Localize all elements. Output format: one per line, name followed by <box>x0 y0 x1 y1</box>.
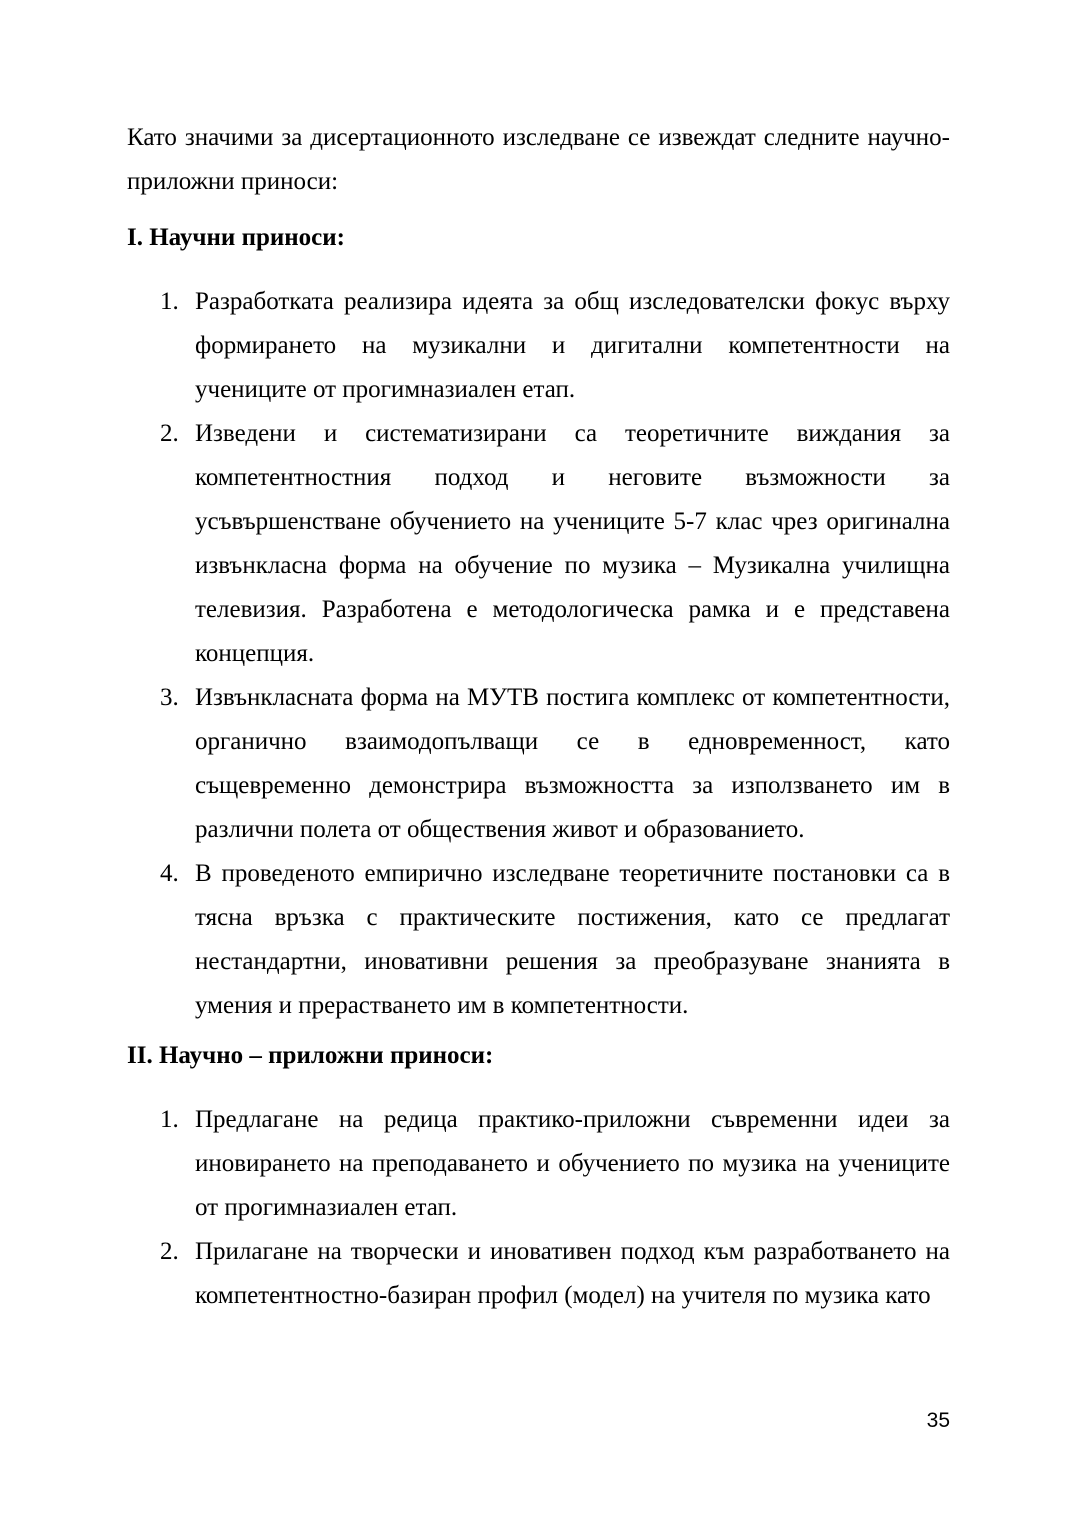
page-number: 35 <box>926 1409 950 1432</box>
numbered-list-scientific <box>127 280 950 1028</box>
list-item-text: Разработката реализира идеята за общ изследователски фокус върху формирането на музикални и дигитални компетентности на учениците от прогимназиален етап. <box>195 288 950 403</box>
intro-paragraph: Като значими за дисертационното изследване се извеждат следните научно-приложни приноси: <box>127 124 950 195</box>
list-item-number: 1. <box>160 1106 179 1133</box>
list-item <box>127 852 950 1028</box>
list-item-text: Предлагане на редица практико-приложни съвременни идеи за иновирането на преподаването и обучението по музика на учениците от прогимназиален етап. <box>195 1106 950 1221</box>
list-item-text: Извънкласната форма на МУТВ постига комплекс от компетентности, органично взаимодопълващи се в едновременност, като същевременно демонстрира възможността за използването им в различни полета от обществения живот и образованието. <box>195 684 950 843</box>
list-item <box>127 1098 950 1230</box>
list-item <box>127 280 950 412</box>
list-item-number: 2. <box>160 1238 179 1265</box>
list-item <box>127 1230 950 1318</box>
section-heading-scientific: I. Научни приноси: <box>127 224 346 251</box>
list-item-number: 1. <box>160 288 179 315</box>
list-item-text: В проведеното емпирично изследване теоретичните постановки са в тясна връзка с практическите постижения, като се предлагат нестандартни, иновативни решения за преобразуване знанията в умения и прерастването им в компетентности. <box>195 860 950 1019</box>
list-item-number: 3. <box>160 684 179 711</box>
list-item-text: Изведени и систематизирани са теоретичните виждания за компетентностния подход и неговите възможности за усъвършенстване обучението на учениците 5-7 клас чрез оригинална извънкласна форма на обучение по музика – Музикална училищна телевизия. Разработена е методологическа рамка и е представена концепция. <box>195 420 950 667</box>
section-heading-applied: II. Научно – приложни приноси: <box>127 1042 494 1069</box>
numbered-list-applied <box>127 1098 950 1318</box>
list-item-number: 2. <box>160 420 179 447</box>
list-item <box>127 412 950 676</box>
list-item-number: 4. <box>160 860 179 887</box>
list-item-text: Прилагане на творчески и иновативен подход към разработването на компетентностно-базиран профил (модел) на учителя по музика като <box>195 1238 950 1309</box>
list-item <box>127 676 950 852</box>
